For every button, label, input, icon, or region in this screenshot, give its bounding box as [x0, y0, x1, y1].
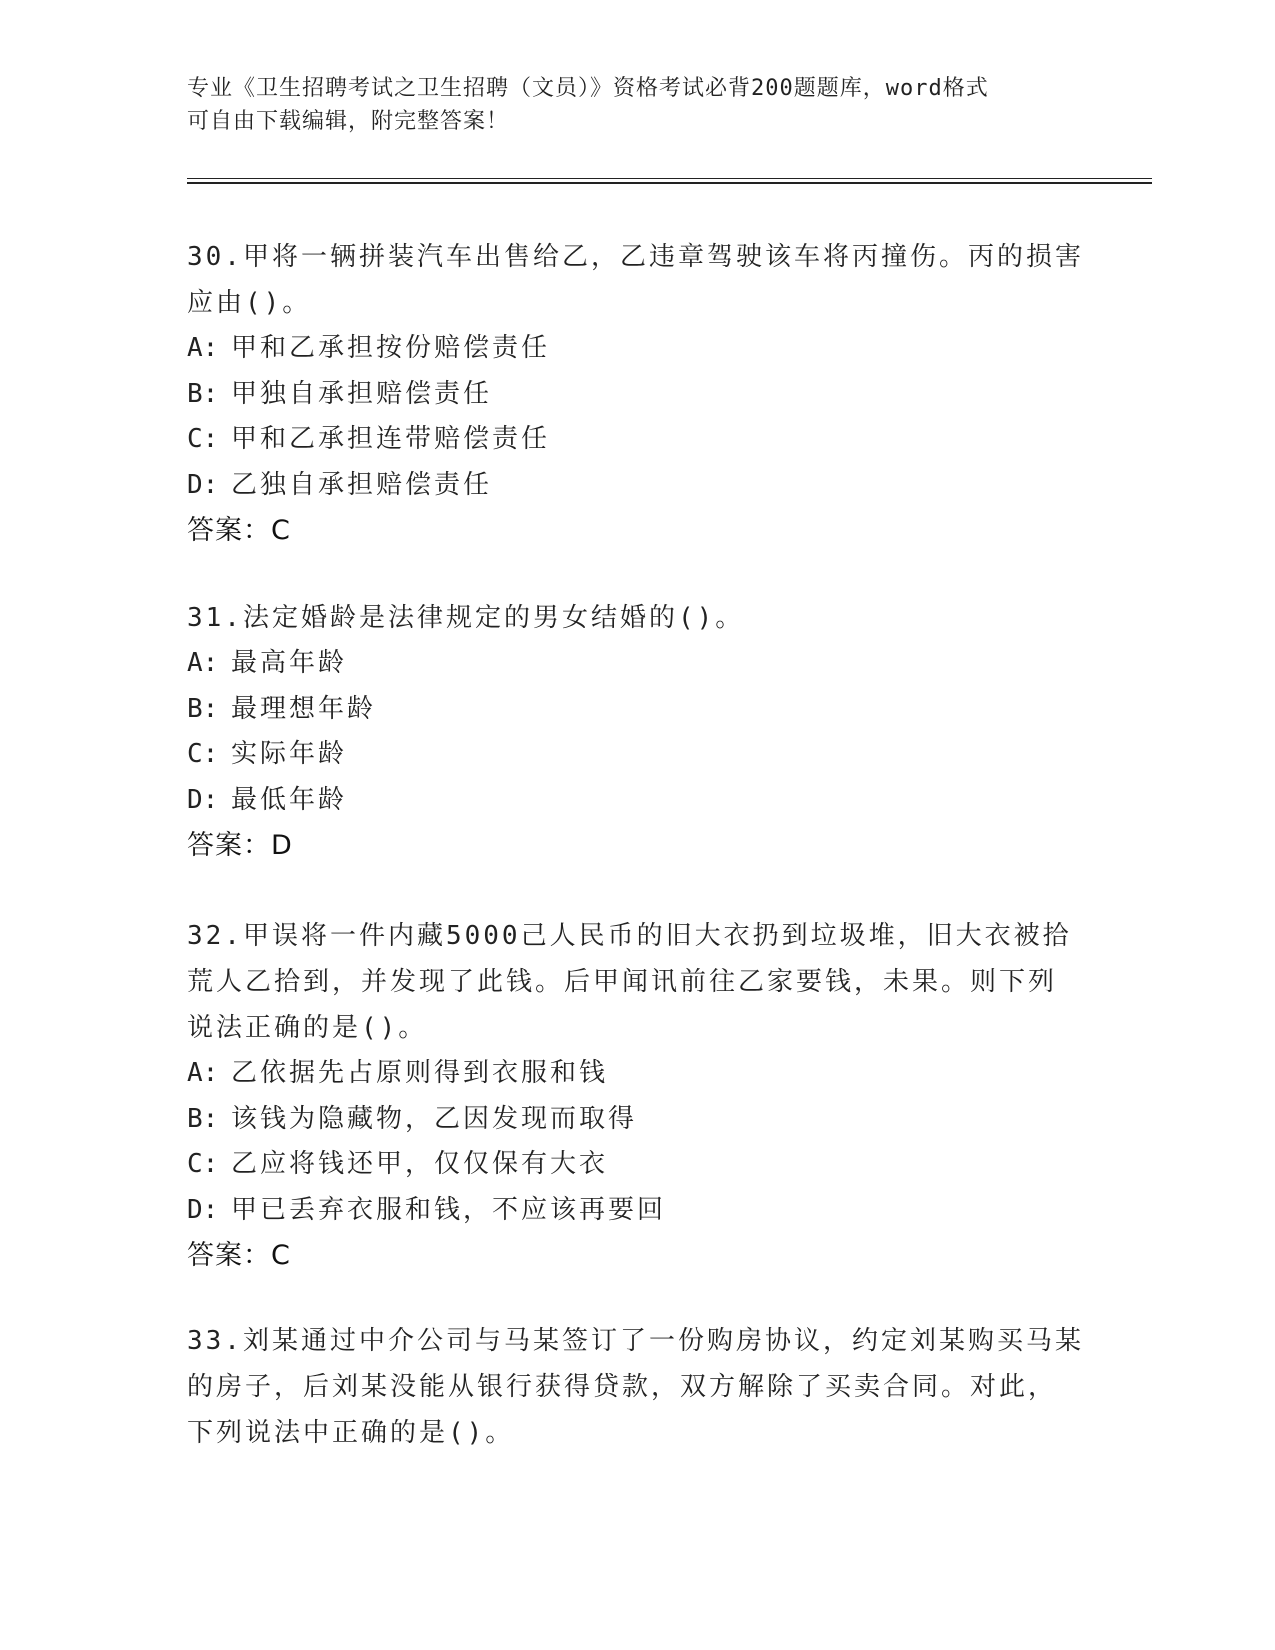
- answer-line: 答案：D: [187, 830, 293, 861]
- question-stem-line: 下列说法中正确的是()。: [187, 1418, 515, 1448]
- option-text: 该钱为隐藏物，乙因发现而取得: [231, 1103, 638, 1134]
- option-text: 甲已丢弃衣服和钱，不应该再要回: [231, 1194, 667, 1225]
- option-key: D:: [187, 1194, 219, 1225]
- option-text: 乙独自承担赔偿责任: [231, 469, 493, 500]
- option-key: C:: [187, 739, 219, 769]
- answer-line: 答案：C: [187, 1240, 291, 1271]
- option-key: A:: [187, 333, 219, 363]
- header-line-1: 专业《卫生招聘考试之卫生招聘（文员）》资格考试必背200题题库，word格式: [187, 76, 989, 101]
- option-c: [187, 417, 1087, 463]
- option-text: 甲和乙承担连带赔偿责任: [231, 424, 551, 454]
- question-stem-line: 31.法定婚龄是法律规定的男女结婚的()。: [187, 603, 745, 633]
- answer-line: 答案：C: [187, 515, 291, 546]
- header-line-2: 可自由下载编辑，附完整答案！: [187, 109, 510, 134]
- header-divider-thick: [187, 182, 1152, 184]
- question-stem-line: 应由()。: [187, 288, 312, 318]
- option-key: A:: [187, 648, 219, 678]
- question-32: [187, 913, 1087, 1279]
- option-key: D:: [187, 784, 219, 815]
- question-33: [187, 1318, 1087, 1456]
- option-d: [187, 778, 1087, 824]
- header-divider-thin: [187, 178, 1152, 179]
- option-a: [187, 326, 1087, 372]
- option-key: A:: [187, 1058, 219, 1088]
- question-stem-line: 荒人乙拾到，并发现了此钱。后甲闻讯前往乙家要钱，未果。则下列: [187, 967, 1058, 997]
- question-stem-line: 的房子，后刘某没能从银行获得贷款，双方解除了买卖合同。对此，: [187, 1372, 1058, 1402]
- option-text: 最低年龄: [231, 784, 348, 815]
- option-key: C:: [187, 424, 219, 454]
- option-key: B:: [187, 378, 219, 409]
- option-text: 最理想年龄: [231, 693, 377, 724]
- question-31: [187, 595, 1087, 869]
- option-text: 乙应将钱还甲，仅仅保有大衣: [231, 1149, 609, 1179]
- option-b: [187, 372, 1087, 418]
- option-text: 乙依据先占原则得到衣服和钱: [231, 1058, 609, 1088]
- question-stem-line: 32.甲误将一件内藏5000己人民币的旧大衣扔到垃圾堆，旧大衣被拾: [187, 921, 1072, 951]
- question-stem-line: 30.甲将一辆拼装汽车出售给乙，乙违章驾驶该车将丙撞伤。丙的损害: [187, 242, 1084, 272]
- question-stem-line: 33.刘某通过中介公司与马某签订了一份购房协议，约定刘某购买马某: [187, 1326, 1084, 1356]
- option-key: D:: [187, 469, 219, 500]
- option-c: [187, 1142, 1087, 1188]
- question-stem-line: 说法正确的是()。: [187, 1013, 428, 1043]
- option-text: 最高年龄: [231, 648, 348, 678]
- option-c: [187, 732, 1087, 778]
- option-d: [187, 463, 1087, 509]
- option-b: [187, 687, 1087, 733]
- option-key: B:: [187, 1103, 219, 1134]
- question-30: [187, 234, 1087, 554]
- option-b: [187, 1097, 1087, 1143]
- option-text: 甲和乙承担按份赔偿责任: [231, 333, 551, 363]
- option-d: [187, 1188, 1087, 1234]
- option-key: C:: [187, 1149, 219, 1179]
- option-a: [187, 641, 1087, 687]
- option-text: 甲独自承担赔偿责任: [231, 378, 493, 409]
- option-key: B:: [187, 693, 219, 724]
- option-a: [187, 1051, 1087, 1097]
- document-header: [187, 72, 1067, 138]
- option-text: 实际年龄: [231, 739, 348, 769]
